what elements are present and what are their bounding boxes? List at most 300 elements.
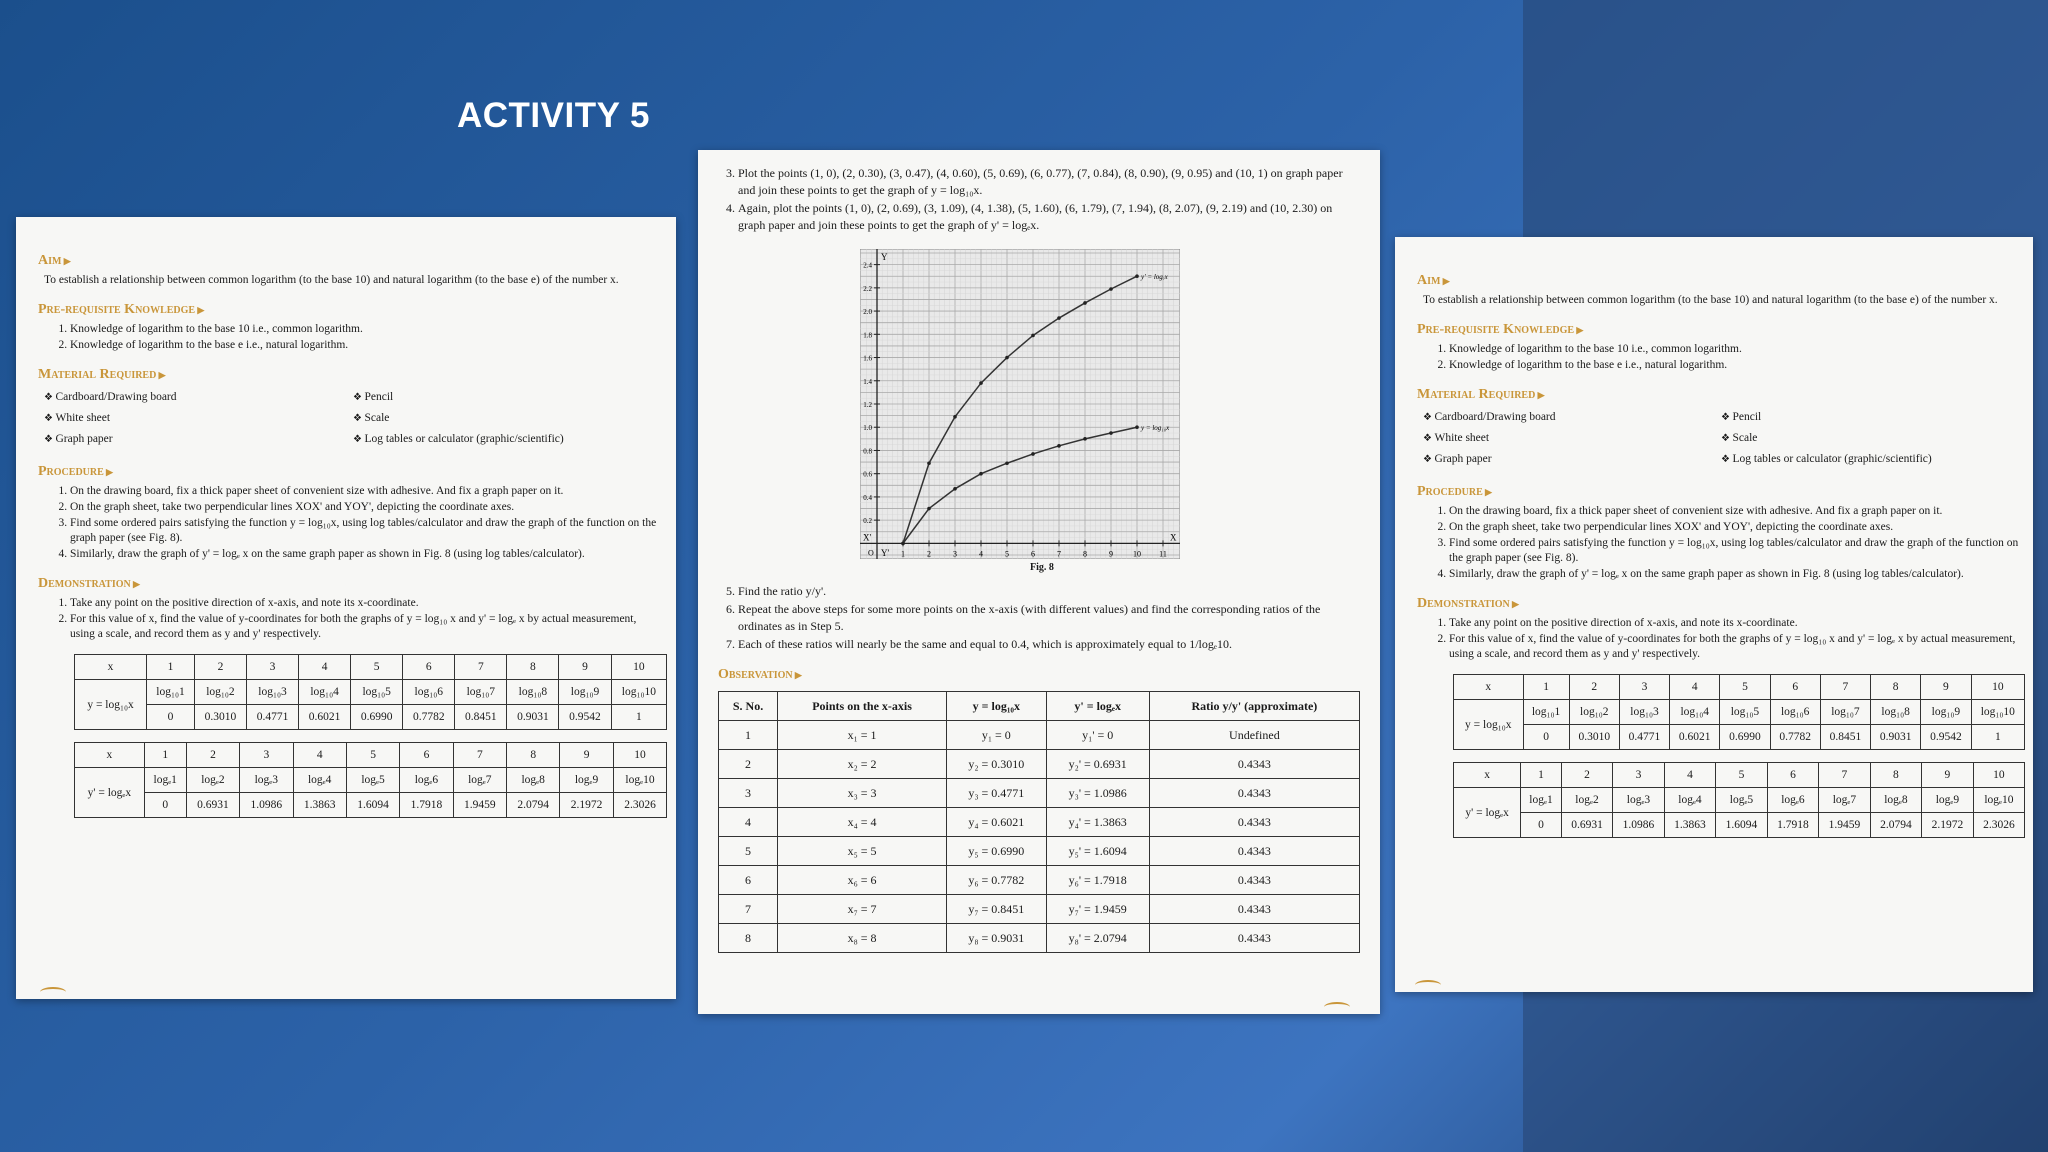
y-tick-label: 1.2: [863, 401, 872, 409]
table-cell: y₅' = 1.6094: [1046, 837, 1149, 866]
table-cell: 1: [1971, 725, 2025, 750]
procedure-heading: Procedure ▶: [1417, 484, 2019, 500]
table-row: [1454, 813, 2025, 838]
loge-table: [74, 742, 667, 818]
x-tick-label: 3: [953, 549, 957, 559]
list-item: ❖ Pencil: [1721, 407, 2019, 428]
list-item: ❖ White sheet: [44, 408, 353, 429]
series-label: y = log₁₀x: [1141, 424, 1170, 433]
table-row: [75, 743, 667, 768]
table-cell: x: [75, 743, 145, 768]
table-cell: 8: [1871, 675, 1921, 700]
table-cell: 0.7782: [1770, 725, 1820, 750]
data-point: [953, 487, 957, 491]
table-cell: y₇ = 0.8451: [947, 895, 1047, 924]
table-cell: 10: [611, 655, 667, 680]
table-cell: log₁₀2: [194, 680, 246, 705]
figure-caption: Fig. 8: [1030, 562, 1054, 573]
log10-table: [1453, 674, 2025, 750]
table-row: [1454, 725, 2025, 750]
material-heading: Material Required ▶: [1417, 387, 2019, 403]
table-cell: log₁₀6: [403, 680, 455, 705]
table-cell: 0.9031: [1871, 725, 1921, 750]
x-tick-label: 6: [1031, 549, 1035, 559]
origin-label: O: [868, 548, 874, 558]
table-cell: 1.9459: [453, 793, 506, 818]
table-cell: logₑ9: [1922, 788, 1973, 813]
table-cell: logₑ7: [453, 768, 506, 793]
page-corner-mark: [40, 987, 66, 997]
table-cell: 8: [507, 743, 560, 768]
log10-table: [74, 654, 667, 730]
y-tick-label: 2.2: [863, 284, 872, 293]
table-cell: log₁₀9: [559, 680, 611, 705]
table-cell: log₁₀3: [1619, 700, 1669, 725]
table-cell: logₑ10: [613, 768, 667, 793]
table-cell: 2.0794: [507, 793, 560, 818]
table-cell: 0.4343: [1149, 808, 1359, 837]
table-cell: 10: [1971, 675, 2025, 700]
procedure-list: [44, 484, 662, 562]
table-cell: x₆ = 6: [778, 866, 947, 895]
table-cell: 0.8451: [1820, 725, 1870, 750]
list-item: 2. For this value of x, find the value of y-coordinates for both the graphs of y = log₁₀ x and y' = logₑ x by actual measurement, using a scale, and record them as y and y' respectively.: [1449, 632, 2019, 662]
table-cell: logₑ7: [1819, 788, 1870, 813]
list-item: 1. On the drawing board, fix a thick paper sheet of convenient size with adhesive. And fix a graph paper on it.: [1449, 504, 2019, 519]
list-item: ❖ Cardboard/Drawing board: [44, 387, 353, 408]
prereq-heading: Pre-requisite Knowledge ▶: [1417, 322, 2019, 338]
slide-title: ACTIVITY 5: [457, 96, 651, 135]
list-item: 3. Find some ordered pairs satisfying the function y = log₁₀x, using log tables/calculator and draw the graph of the function on the graph paper (see Fig. 8).: [1449, 536, 2019, 566]
page-left: [16, 217, 676, 999]
table-cell: log₁₀6: [1770, 700, 1820, 725]
x-tick-label: 1: [901, 549, 905, 559]
data-point: [927, 461, 931, 465]
x-tick-label: 9: [1109, 549, 1113, 559]
table-cell: log₁₀7: [455, 680, 507, 705]
table-cell: y₄ = 0.6021: [947, 808, 1047, 837]
data-point: [953, 415, 957, 419]
list-item: ❖ Cardboard/Drawing board: [1423, 407, 1721, 428]
list-item: 6. Repeat the above steps for some more points on the x-axis (with different values) and find the corresponding ratios of the ordinates as in Step 5.: [738, 601, 1360, 635]
table-cell: 1.6094: [346, 793, 399, 818]
table-row: [1454, 675, 2025, 700]
list-item: 1. Knowledge of logarithm to the base 10 i.e., common logarithm.: [70, 322, 662, 337]
table-cell: 9: [559, 655, 611, 680]
table-cell: 1: [611, 705, 667, 730]
table-row-label: y = log₁₀x: [75, 680, 147, 730]
table-cell: 7: [453, 743, 506, 768]
table-cell: 1: [1521, 763, 1562, 788]
y-tick-label: 0.8: [863, 447, 872, 456]
table-cell: 0.3010: [1569, 725, 1619, 750]
table-header: y' = logₑx: [1046, 692, 1149, 721]
data-point: [1109, 431, 1113, 435]
table-cell: logₑ2: [1561, 788, 1612, 813]
table-cell: 10: [613, 743, 667, 768]
data-point: [1005, 461, 1009, 465]
table-cell: 2: [1561, 763, 1612, 788]
data-point: [1057, 316, 1061, 320]
table-cell: 0.6990: [1720, 725, 1770, 750]
table-cell: logₑ1: [144, 768, 186, 793]
table-cell: 1.6094: [1716, 813, 1767, 838]
table-cell: y₃ = 0.4771: [947, 779, 1047, 808]
x-tick-label: 8: [1083, 549, 1087, 559]
table-cell: y₈' = 2.0794: [1046, 924, 1149, 953]
table-cell: y₅ = 0.6990: [947, 837, 1047, 866]
table-cell: 0.4343: [1149, 837, 1359, 866]
material-heading: Material Required ▶: [38, 367, 662, 383]
page-middle: [698, 150, 1380, 1014]
y-tick-label: 1.0: [863, 424, 872, 433]
table-cell: logₑ9: [560, 768, 613, 793]
page-corner-mark: [1415, 980, 1441, 990]
table-cell: log₁₀8: [1871, 700, 1921, 725]
procedure-list: [1423, 504, 2019, 582]
material-list: [1423, 407, 2019, 470]
table-row: [719, 779, 1360, 808]
x-tick-label: 2: [927, 549, 931, 559]
table-cell: 9: [560, 743, 613, 768]
data-point: [979, 472, 983, 476]
table-cell: 0.4343: [1149, 779, 1359, 808]
y-tick-label: 1.8: [863, 331, 872, 340]
table-cell: 0.4343: [1149, 924, 1359, 953]
data-point: [1057, 444, 1061, 448]
table-cell: 0.6931: [186, 793, 239, 818]
x-tick-label: 5: [1005, 549, 1009, 559]
list-item: 1. Take any point on the positive direction of x-axis, and note its x-coordinate.: [1449, 616, 2019, 631]
table-header-row: [719, 692, 1360, 721]
table-cell: 0.7782: [403, 705, 455, 730]
table-cell: logₑ5: [346, 768, 399, 793]
table-cell: 0.8451: [455, 705, 507, 730]
table-cell: 9: [1922, 763, 1973, 788]
y-tick-label: 2.4: [863, 261, 872, 270]
table-cell: 0.4771: [1619, 725, 1669, 750]
x-neg-axis-label: X': [863, 532, 872, 543]
table-cell: 4: [299, 655, 351, 680]
table-cell: 2: [1569, 675, 1619, 700]
table-cell: 1.7918: [400, 793, 453, 818]
table-cell: 0.9542: [559, 705, 611, 730]
table-cell: 2.1972: [560, 793, 613, 818]
table-cell: y₁' = 0: [1046, 721, 1149, 750]
table-cell: x: [1454, 763, 1521, 788]
table-cell: 1.7918: [1767, 813, 1818, 838]
data-point: [1031, 334, 1035, 338]
table-cell: 0.6931: [1561, 813, 1612, 838]
table-cell: 8: [1870, 763, 1921, 788]
table-cell: y₆' = 1.7918: [1046, 866, 1149, 895]
y-neg-axis-label: Y': [881, 548, 890, 558]
table-cell: 2.0794: [1870, 813, 1921, 838]
table-row: [75, 680, 667, 705]
table-cell: log₁₀5: [1720, 700, 1770, 725]
data-point: [901, 542, 905, 546]
table-row: [719, 721, 1360, 750]
list-item: 1. On the drawing board, fix a thick paper sheet of convenient size with adhesive. And fix a graph paper on it.: [70, 484, 662, 499]
list-item: 2. For this value of x, find the value of y-coordinates for both the graphs of y = log₁₀ x and y' = logₑ x by actual measurement, using a scale, and record them as y and y' respectively.: [70, 612, 662, 642]
table-cell: logₑ8: [1870, 788, 1921, 813]
table-cell: log₁₀10: [611, 680, 667, 705]
table-cell: logₑ6: [400, 768, 453, 793]
table-cell: 0: [144, 793, 186, 818]
steps-list-a: [718, 165, 1360, 234]
list-item: 3. Find some ordered pairs satisfying the function y = log₁₀x, using log tables/calculator and draw the graph of the function on the graph paper (see Fig. 8).: [70, 516, 662, 546]
x-tick-label: 7: [1057, 549, 1061, 559]
table-cell: logₑ3: [1613, 788, 1664, 813]
table-cell: 1.0986: [1613, 813, 1664, 838]
aim-heading: Aim ▶: [38, 253, 662, 269]
table-cell: y₃' = 1.0986: [1046, 779, 1149, 808]
table-cell: x₁ = 1: [778, 721, 947, 750]
list-item: ❖ White sheet: [1423, 428, 1721, 449]
table-row: [75, 768, 667, 793]
table-cell: 6: [1767, 763, 1818, 788]
list-item: ❖ Log tables or calculator (graphic/scientific): [1721, 449, 2019, 470]
table-cell: logₑ4: [293, 768, 346, 793]
table-cell: 0.3010: [194, 705, 246, 730]
table-cell: 0.6021: [299, 705, 351, 730]
table-row: [1454, 788, 2025, 813]
series-label: y' = logₑx: [1141, 273, 1168, 282]
table-cell: 1.3863: [293, 793, 346, 818]
table-cell: log₁₀5: [351, 680, 403, 705]
demonstration-heading: Demonstration ▶: [1417, 596, 2019, 612]
table-row: [1454, 700, 2025, 725]
table-cell: log₁₀1: [1523, 700, 1569, 725]
table-row: [719, 750, 1360, 779]
x-axis-label: X: [1170, 532, 1177, 543]
table-cell: Undefined: [1149, 721, 1359, 750]
table-cell: 0.6021: [1670, 725, 1720, 750]
table-cell: 2.3026: [613, 793, 667, 818]
list-item: 1. Take any point on the positive direction of x-axis, and note its x-coordinate.: [70, 596, 662, 611]
data-point: [1083, 301, 1087, 305]
table-cell: 4: [1664, 763, 1715, 788]
aim-text: To establish a relationship between common logarithm (to the base 10) and natural logarithm (to the base e) of the number x.: [1423, 294, 1998, 306]
loge-table: [1453, 762, 2025, 838]
table-cell: y₂ = 0.3010: [947, 750, 1047, 779]
table-cell: y₆ = 0.7782: [947, 866, 1047, 895]
table-cell: 4: [1670, 675, 1720, 700]
table-cell: 5: [719, 837, 778, 866]
table-row-label: y = log₁₀x: [1454, 700, 1524, 750]
table-cell: 6: [403, 655, 455, 680]
table-cell: 4: [719, 808, 778, 837]
table-row: [719, 837, 1360, 866]
table-cell: log₁₀7: [1820, 700, 1870, 725]
x-tick-label: 10: [1133, 549, 1141, 559]
table-cell: 0: [1521, 813, 1562, 838]
table-cell: log₁₀3: [246, 680, 298, 705]
table-cell: 0.4343: [1149, 895, 1359, 924]
list-item: 4. Again, plot the points (1, 0), (2, 0.69), (3, 1.09), (4, 1.38), (5, 1.60), (6, 1.79), (7, 1.94), (8, 2.07), (9, 2.19) and (10, 2.30) on graph paper and join these points to get the graph of y' = logₑx.: [738, 200, 1360, 234]
demonstration-heading: Demonstration ▶: [38, 576, 662, 592]
table-cell: 5: [346, 743, 399, 768]
data-point: [1031, 452, 1035, 456]
table-cell: 6: [719, 866, 778, 895]
table-row-label: y' = logₑx: [1454, 788, 1521, 838]
table-cell: 9: [1921, 675, 1971, 700]
observation-table: [718, 691, 1360, 953]
table-cell: 2: [186, 743, 239, 768]
data-point: [1083, 437, 1087, 441]
prereq-list: [44, 322, 662, 353]
table-header: Ratio y/y' (approximate): [1149, 692, 1359, 721]
list-item: 2. Knowledge of logarithm to the base e i.e., natural logarithm.: [1449, 358, 2019, 373]
table-row: [719, 924, 1360, 953]
aim-heading: Aim ▶: [1417, 273, 2019, 289]
list-item: ❖ Pencil: [353, 387, 662, 408]
table-cell: log₁₀1: [147, 680, 195, 705]
table-cell: 5: [351, 655, 403, 680]
list-item: 3. Plot the points (1, 0), (2, 0.30), (3, 0.47), (4, 0.60), (5, 0.69), (6, 0.77), (7, 0.84), (8, 0.90), (9, 0.95) and (10, 1) on graph paper and join these points to get the graph of y = log₁₀x.: [738, 165, 1360, 199]
data-point: [979, 381, 983, 385]
table-cell: 7: [1819, 763, 1870, 788]
table-row: [719, 808, 1360, 837]
list-item: 1. Knowledge of logarithm to the base 10 i.e., common logarithm.: [1449, 342, 2019, 357]
table-cell: 0: [1523, 725, 1569, 750]
table-cell: y₈ = 0.9031: [947, 924, 1047, 953]
data-point: [1109, 287, 1113, 291]
list-item: ❖ Scale: [353, 408, 662, 429]
table-cell: logₑ2: [186, 768, 239, 793]
table-cell: 3: [1613, 763, 1664, 788]
table-cell: 1.3863: [1664, 813, 1715, 838]
list-item: ❖ Log tables or calculator (graphic/scientific): [353, 429, 662, 450]
table-cell: logₑ4: [1664, 788, 1715, 813]
y-tick-label: 2.0: [863, 308, 872, 317]
table-cell: 3: [1619, 675, 1669, 700]
table-row: [719, 895, 1360, 924]
table-cell: 1.0986: [240, 793, 293, 818]
table-cell: x: [1454, 675, 1524, 700]
y-axis-label: Y: [881, 252, 888, 262]
table-cell: 1: [719, 721, 778, 750]
table-cell: 0.9031: [507, 705, 559, 730]
table-cell: x₅ = 5: [778, 837, 947, 866]
table-cell: 10: [1973, 763, 2025, 788]
table-cell: 0: [147, 705, 195, 730]
table-cell: 0.4771: [246, 705, 298, 730]
table-cell: 6: [400, 743, 453, 768]
table-cell: 8: [507, 655, 559, 680]
y-tick-label: 0.6: [863, 470, 872, 479]
prereq-list: [1423, 342, 2019, 373]
table-cell: 0.6990: [351, 705, 403, 730]
table-cell: y₂' = 0.6931: [1046, 750, 1149, 779]
table-cell: 6: [1770, 675, 1820, 700]
table-cell: logₑ5: [1716, 788, 1767, 813]
table-cell: log₁₀8: [507, 680, 559, 705]
table-cell: 1: [147, 655, 195, 680]
demonstration-list: [1423, 616, 2019, 662]
material-list: [44, 387, 662, 450]
table-row: [1454, 763, 2025, 788]
table-cell: 2.3026: [1973, 813, 2025, 838]
y-tick-label: 0.2: [863, 517, 872, 526]
table-cell: x₈ = 8: [778, 924, 947, 953]
y-tick-label: 1.4: [863, 377, 872, 386]
table-cell: 5: [1720, 675, 1770, 700]
table-cell: y₄' = 1.3863: [1046, 808, 1149, 837]
table-header: S. No.: [719, 692, 778, 721]
table-cell: 1: [1523, 675, 1569, 700]
table-cell: 1: [144, 743, 186, 768]
table-cell: logₑ6: [1767, 788, 1818, 813]
table-cell: 5: [1716, 763, 1767, 788]
log-graph: [860, 249, 1180, 559]
list-item: 5. Find the ratio y/y'.: [738, 583, 1360, 600]
table-cell: 0.4343: [1149, 750, 1359, 779]
table-header: y = log₁₀x: [947, 692, 1047, 721]
table-row-label: y' = logₑx: [75, 768, 145, 818]
table-cell: 7: [719, 895, 778, 924]
table-cell: 0.9542: [1921, 725, 1971, 750]
table-cell: 0.4343: [1149, 866, 1359, 895]
x-tick-label: 11: [1159, 549, 1167, 559]
table-cell: 3: [246, 655, 298, 680]
demonstration-list: [44, 596, 662, 642]
table-cell: 2: [194, 655, 246, 680]
y-tick-label: 0.4: [863, 493, 872, 502]
table-cell: logₑ10: [1973, 788, 2025, 813]
page-right: [1395, 237, 2033, 992]
table-cell: 1.9459: [1819, 813, 1870, 838]
steps-list-b: [718, 583, 1360, 653]
data-point: [1005, 356, 1009, 360]
list-item: 2. On the graph sheet, take two perpendicular lines XOX' and YOY', depicting the coordinate axes.: [70, 500, 662, 515]
aim-text: To establish a relationship between common logarithm (to the base 10) and natural logarithm (to the base e) of the number x.: [44, 274, 619, 286]
table-cell: y₇' = 1.9459: [1046, 895, 1149, 924]
table-cell: 7: [1820, 675, 1870, 700]
table-header: Points on the x-axis: [778, 692, 947, 721]
table-cell: 3: [240, 743, 293, 768]
table-row: [75, 655, 667, 680]
table-row: [719, 866, 1360, 895]
list-item: ❖ Scale: [1721, 428, 2019, 449]
data-point: [1135, 274, 1139, 278]
table-cell: log₁₀4: [1670, 700, 1720, 725]
page-corner-mark: [1324, 1002, 1350, 1012]
table-cell: 8: [719, 924, 778, 953]
list-item: ❖ Graph paper: [44, 429, 353, 450]
observation-heading: Observation ▶: [718, 667, 1360, 683]
x-tick-label: 4: [979, 549, 983, 559]
table-cell: y₁ = 0: [947, 721, 1047, 750]
table-cell: x₄ = 4: [778, 808, 947, 837]
table-cell: logₑ1: [1521, 788, 1562, 813]
table-cell: x₃ = 3: [778, 779, 947, 808]
table-cell: log₁₀10: [1971, 700, 2025, 725]
table-cell: x₂ = 2: [778, 750, 947, 779]
list-item: 2. Knowledge of logarithm to the base e i.e., natural logarithm.: [70, 338, 662, 353]
table-cell: log₁₀2: [1569, 700, 1619, 725]
prereq-heading: Pre-requisite Knowledge ▶: [38, 302, 662, 318]
table-cell: 3: [719, 779, 778, 808]
table-cell: 2.1972: [1922, 813, 1973, 838]
table-cell: 2: [719, 750, 778, 779]
table-cell: logₑ8: [507, 768, 560, 793]
procedure-heading: Procedure ▶: [38, 464, 662, 480]
table-cell: log₁₀4: [299, 680, 351, 705]
list-item: ❖ Graph paper: [1423, 449, 1721, 470]
table-cell: 7: [455, 655, 507, 680]
data-point: [927, 507, 931, 511]
